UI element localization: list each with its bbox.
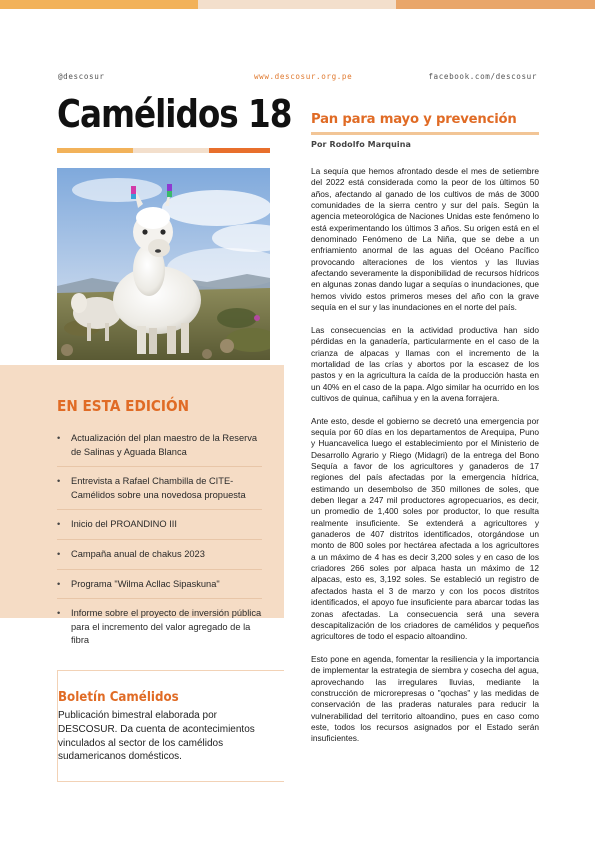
rule-segment-orange: [209, 148, 270, 153]
edition-item-informe: • Informe sobre el proyecto de inversión pública para el incremento del valor agregado de la fibra: [57, 607, 262, 648]
edition-item-proandino: • Inicio del PROANDINO III: [57, 518, 262, 540]
website-link[interactable]: www.descosur.org.pe: [254, 72, 353, 81]
edition-item-chakus: • Campaña anual de chakus 2023: [57, 548, 262, 570]
article-title-rule: [311, 132, 539, 135]
edition-panel: [0, 365, 284, 646]
top-color-bar: [0, 0, 595, 9]
alpaca-illustration: [57, 168, 270, 360]
edition-item-plan-maestro: • Actualización del plan maestro de la Reserva de Salinas y Aguada Blanca: [57, 432, 262, 467]
boletin-title: Boletín Camélidos: [58, 689, 179, 705]
top-bar-gold: [0, 0, 198, 9]
boletin-box: [57, 670, 284, 782]
article-paragraph: La sequía que hemos afrontado desde el mes de setiembre del 2022 está considerada como la peor de los últimos 50 años, afectando al ganado de los cultivos de más de 3000 comunidades de la sierra centro y sur del país. Según la agencia meteorológica de Naciones Unidas este fenómeno lo está experimentando los últimos 3 años. Su origen está en el denominado Fenómeno de La Niña, que se debe a un enfriamiento anormal de las aguas del Océano Pacífico provocando alteraciones de los vientos y las lluvias afectando severamente la disponibilidad de recursos hídricos en algunas zonas dando lugar a sequías o inundaciones, que hemos vivido estos primeros meses del año con la grave sequía en el sur y las inundaciones en el norte del país.: [311, 166, 539, 313]
article-paragraph: Esto pone en agenda, fomentar la resiliencia y la importancia de implementar la estrategia de siembra y cosecha del agua, aprovechando las irregulares lluvias, mediante la construcción de microrepresas o "qochas" y las medidas de conservación de las praderas naturales para reducir la vulnerabilidad del territorio altoandino, pues en caso como este, todos los recursos asignados por el Estado serán insuficientes.: [311, 653, 539, 744]
article-header: [311, 112, 539, 149]
top-bar-orange: [396, 0, 595, 9]
edition-item-entrevista: • Entrevista a Rafael Chambilla de CITE-Camélidos sobre una novedosa propuesta: [57, 475, 262, 510]
facebook-link[interactable]: facebook.com/descosur: [428, 72, 537, 81]
masthead-title: Camélidos 18: [57, 92, 292, 136]
top-bar-peach: [198, 0, 396, 9]
article-paragraph: Las consecuencias en la actividad productiva han sido pérdidas en la ganadería, particularmente en el caso de la crianza de alpacas y llamas con el incremento de la mortalidad de las crías y abortos por la escasez de los pastos y en la agricultura la caída de la producción hasta en un 40% en el caso de la papa. Algo similar ha ocurrido en los cultivos de quinua, cañihua y en la avena forrajera.: [311, 324, 539, 403]
masthead-rule: [57, 148, 270, 153]
article-body: [311, 166, 539, 756]
article-byline: Por Rodolfo Marquina: [311, 140, 412, 149]
social-handle: @descosur: [58, 72, 105, 81]
edition-item-programa: • Programa "Wilma Acllac Sipaskuna": [57, 578, 262, 600]
edition-title: EN ESTA EDICIÓN: [57, 397, 189, 415]
rule-segment-peach: [133, 148, 209, 153]
alpaca-photo: [57, 168, 270, 360]
article-title: Pan para mayo y prevención: [311, 112, 517, 127]
boletin-description: Publicación bimestral elaborada por DESCOSUR. Da cuenta de acontecimientos vinculados al sector de los camélidos sudamericanos domésticos.: [58, 710, 255, 763]
edition-list: [57, 432, 262, 648]
rule-segment-gold: [57, 148, 133, 153]
article-paragraph: Ante esto, desde el gobierno se decretó una emergencia por sequía por 60 días en los departamentos de Arequipa, Puno y Huancavelica luego el establecimiento por el Ministerio de Desarrollo Agrario y Riego (Midagri) de la entrega del Bono Sequía a favor de los agricultores y ganaderos de 17 regiones del país afectadas por la emergencia hídrica, estimando un desembolso de 350 millones de soles, que deben llegar a 247 mil productores agropecuarios, es decir, un promedio de 1,400 soles por productor, lo que resulta realmente insuficiente. Se extenderá a agricultores y ganaderos de 407 distritos identificados, otorgándose un monto de 800 soles por hectárea afectada a los agricultores a un máximo de 4 has es decir 3,200 soles y en caso de los criadores 266 soles por alpaca hasta un máximo de 12 alpacas, esto es, 3,192 soles. Se estableció un registro de afectados hasta el 3 de marzo y con los pocos distritos identificados, el apoyo fue insuficiente para abarcar todas las zonas afectadas. La consecuencia será una severa descapitalización de los criadores de camélidos y pequeños agricultores de todo el espacio altoandino.: [311, 415, 539, 642]
